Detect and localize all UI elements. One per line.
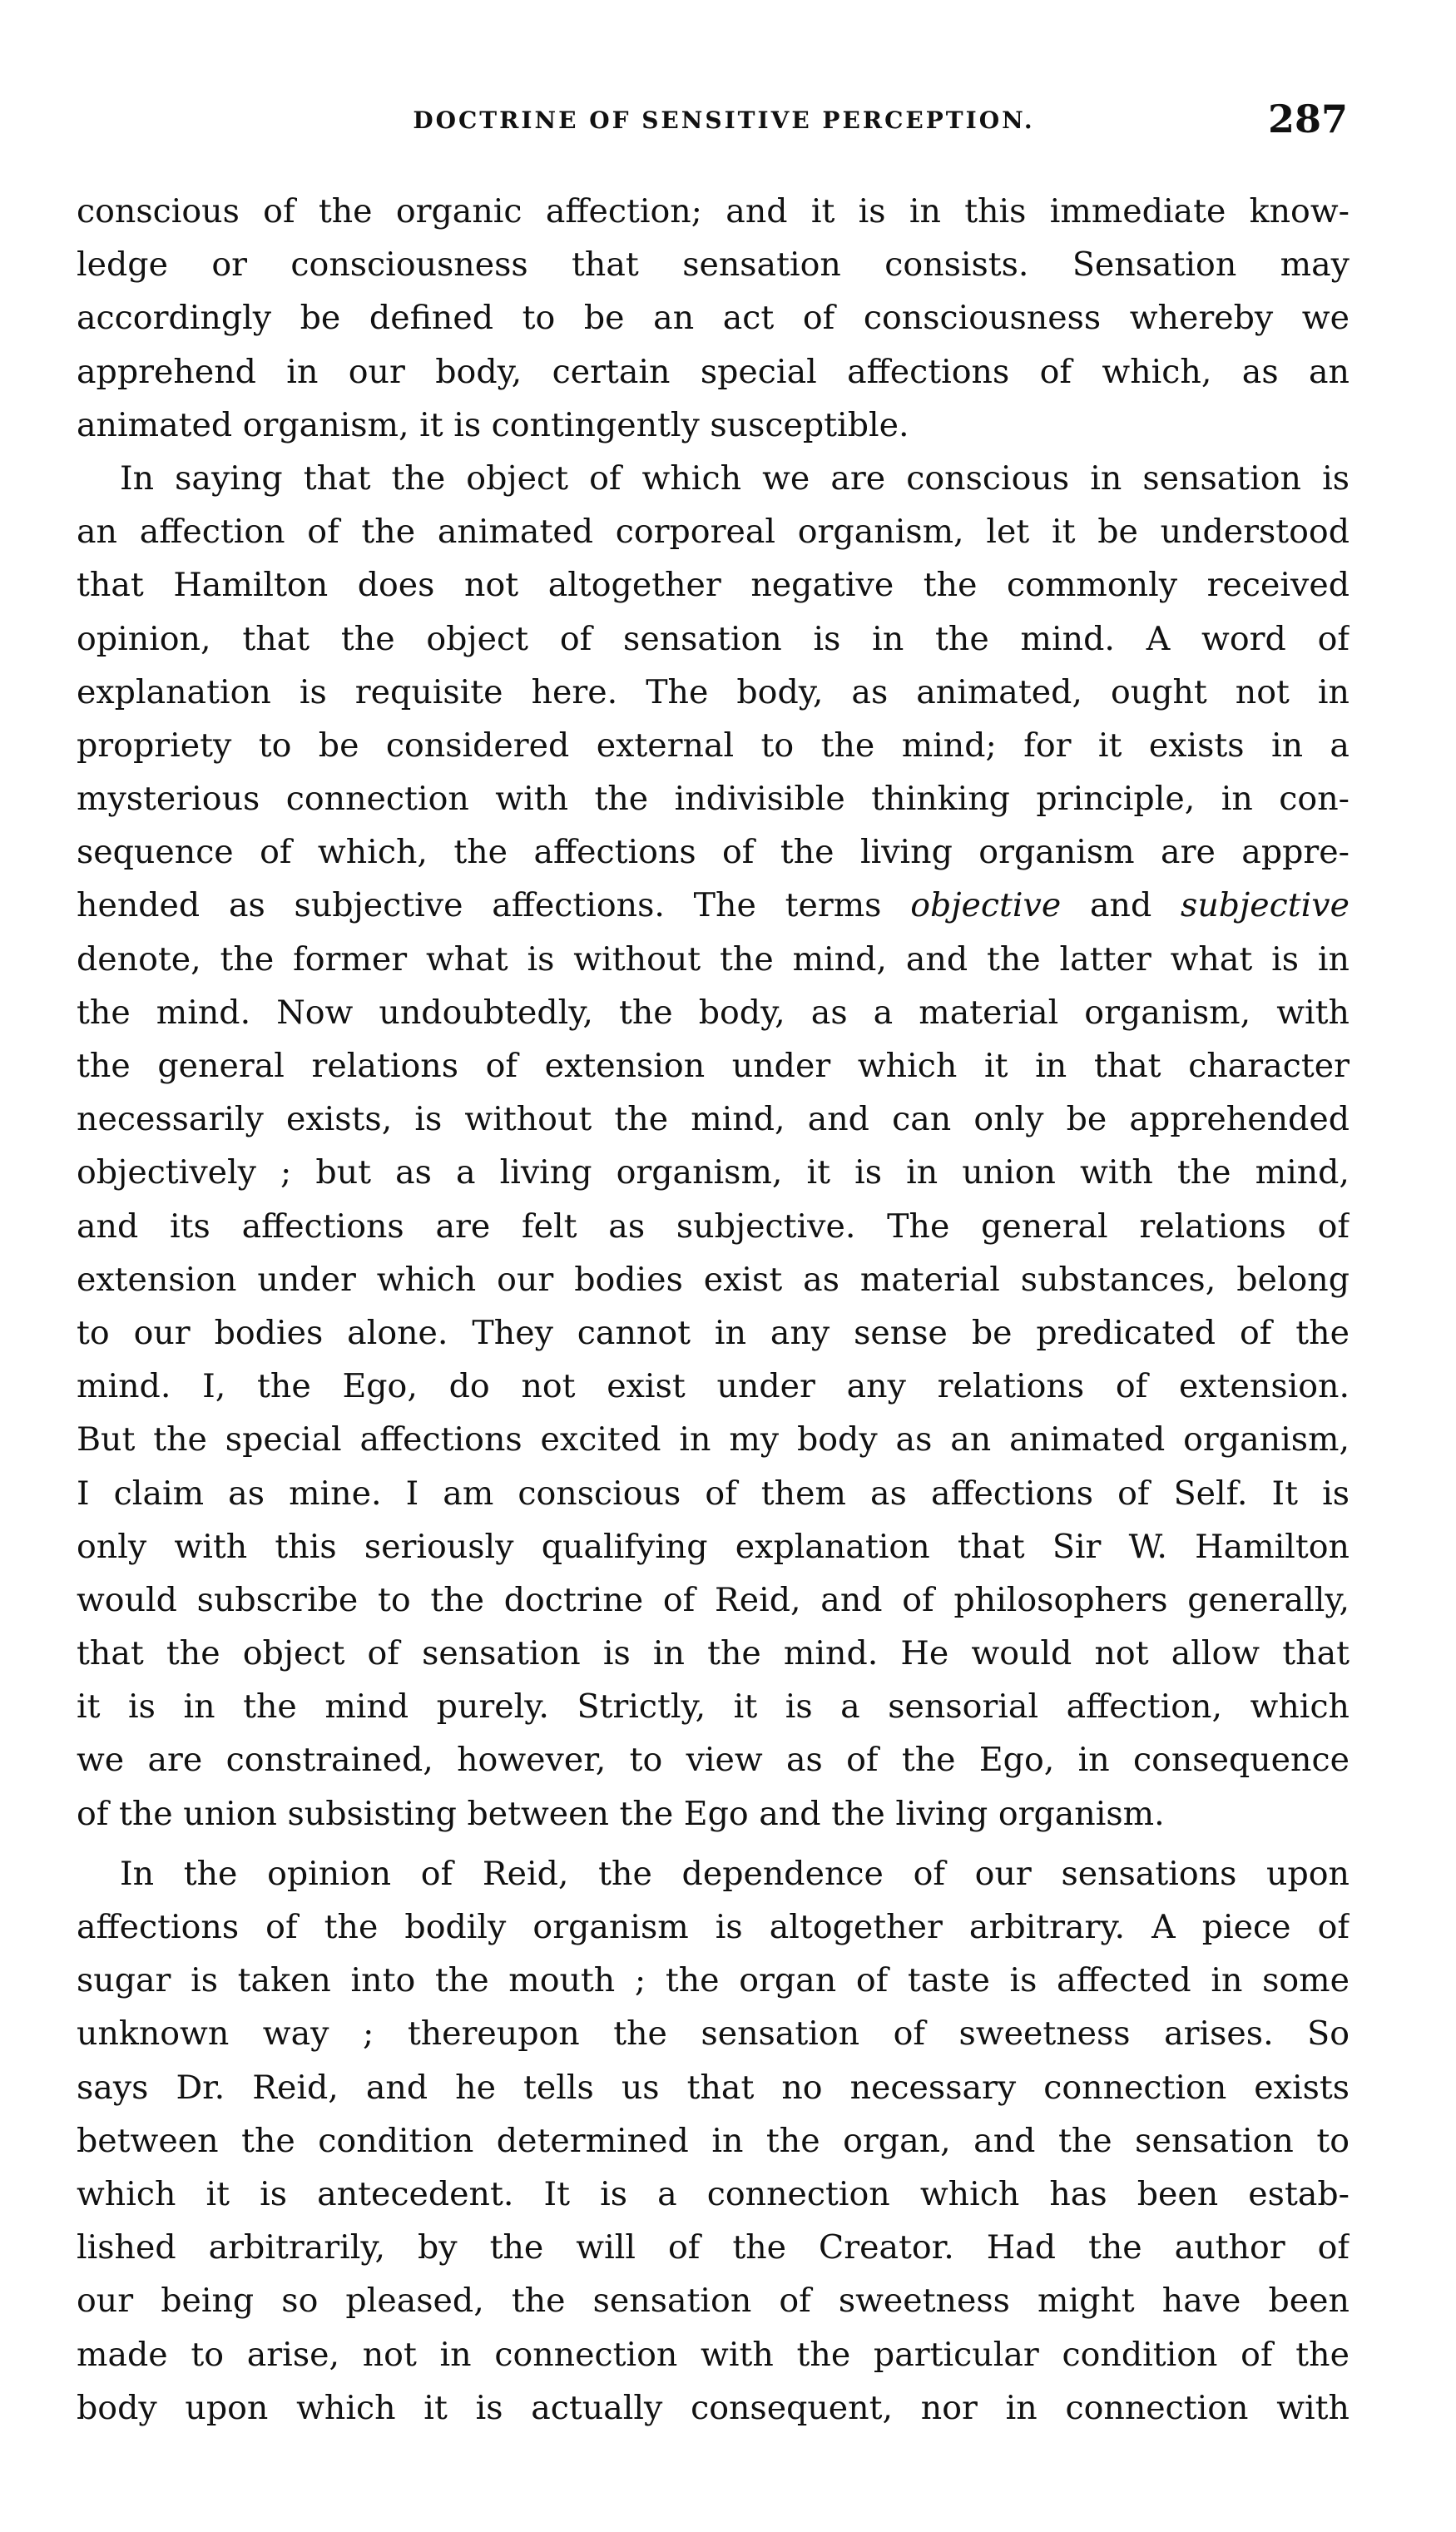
text-line: explanation is requisite here. The body, as animated, ought not in (77, 672, 1350, 711)
text-line: the mind. Now undoubtedly, the body, as a material organism, with (77, 993, 1350, 1032)
text-line: extension under which our bodies exist as material substances, belong (77, 1260, 1350, 1299)
page-number: 287 (1267, 97, 1348, 141)
text-line: mysterious connection with the indivisible thinking principle, in con- (77, 780, 1350, 819)
text-line: the general relations of extension under which it in that character (77, 1047, 1350, 1085)
text-line: it is in the mind purely. Strictly, it is a sensorial affection, which (77, 1687, 1350, 1727)
paragraph-2 (77, 452, 1350, 1841)
text-line: that the object of sensation is in the mind. He would not allow that (77, 1634, 1350, 1673)
text-line: But the special affections excited in my body as an animated organism, (77, 1420, 1350, 1459)
text-line: conscious of the organic affection; and it is in this immediate know- (77, 192, 1350, 230)
text-line: made to arise, not in connection with the particular condition of the (77, 2335, 1350, 2374)
running-title: DOCTRINE OF SENSITIVE PERCEPTION. (413, 107, 1035, 134)
text-line: mind. I, the Ego, do not exist under any relations of extension. (77, 1367, 1350, 1406)
text-line: says Dr. Reid, and he tells us that no necessary connection exists (77, 2068, 1350, 2107)
text-line: lished arbitrarily, by the will of the Creator. Had the author of (77, 2228, 1350, 2267)
text-line: apprehend in our body, certain special affections of which, as an (77, 352, 1350, 391)
text-line: would subscribe to the doctrine of Reid, and of philosophers generally, (77, 1580, 1350, 1619)
paragraph-1 (77, 185, 1350, 452)
text-line: opinion, that the object of sensation is in the mind. A word of (77, 619, 1350, 658)
text-line: propriety to be considered external to the mind; for it exists in a (77, 726, 1350, 765)
text-line: affections of the bodily organism is altogether arbitrary. A piece of (77, 1908, 1350, 1946)
text-line: of the union subsisting between the Ego and the living organism. (77, 1794, 1165, 1833)
paragraph-3 (77, 1847, 1350, 2435)
text-line: I claim as mine. I am conscious of them as affections of Self. It is (77, 1474, 1350, 1513)
text-line: which it is antecedent. It is a connection which has been estab- (77, 2174, 1350, 2213)
text-segment: The terms (693, 886, 882, 925)
text-line: to our bodies alone. They cannot in any sense be predicated of the (77, 1313, 1350, 1352)
text-line: an affection of the animated corporeal organism, let it be understood (77, 513, 1350, 552)
paragraph-spacer (77, 1841, 1350, 1847)
text-line: our being so pleased, the sensation of sweetness might have been (77, 2282, 1350, 2321)
text-line: animated organism, it is contingently susceptible. (77, 405, 909, 444)
body-text (77, 185, 1350, 2435)
text-line: unknown way ; thereupon the sensation of sweetness arises. So (77, 2014, 1350, 2054)
text-line: objectively ; but as a living organism, it is in union with the mind, (77, 1153, 1350, 1192)
text-line: denote, the former what is without the mind, and the latter what is in (77, 939, 1350, 979)
text-segment: and (1090, 886, 1152, 925)
text-line: sugar is taken into the mouth ; the organ of taste is affected in some (77, 1961, 1350, 2000)
text-line: necessarily exists, is without the mind, and can only be apprehended (77, 1100, 1350, 1139)
text-line: ledge or consciousness that sensation consists. Sensation may (77, 245, 1350, 285)
italic-term-subjective: subjective (1181, 886, 1350, 925)
text-line: between the condition determined in the organ, and the sensation to (77, 2121, 1350, 2160)
text-segment: hended as subjective affections. (77, 886, 665, 925)
text-line: sequence of which, the affections of the living organism are appre- (77, 833, 1350, 872)
text-line: we are constrained, however, to view as of the Ego, in consequence (77, 1741, 1350, 1780)
text-line: body upon which it is actually consequent, nor in connection with (77, 2388, 1350, 2427)
text-line-with-italics (77, 879, 1350, 932)
text-line: In the opinion of Reid, the dependence of our sensations upon (120, 1854, 1350, 1893)
text-line: In saying that the object of which we are conscious in sensation is (120, 458, 1350, 498)
italic-term-objective: objective (910, 886, 1062, 925)
text-line: accordingly be defined to be an act of consciousness whereby we (77, 299, 1350, 338)
text-line: and its affections are felt as subjective. The general relations of (77, 1207, 1350, 1246)
running-head (75, 93, 1373, 143)
text-line: only with this seriously qualifying explanation that Sir W. Hamilton (77, 1527, 1350, 1566)
text-line: that Hamilton does not altogether negative the commonly received (77, 566, 1350, 605)
